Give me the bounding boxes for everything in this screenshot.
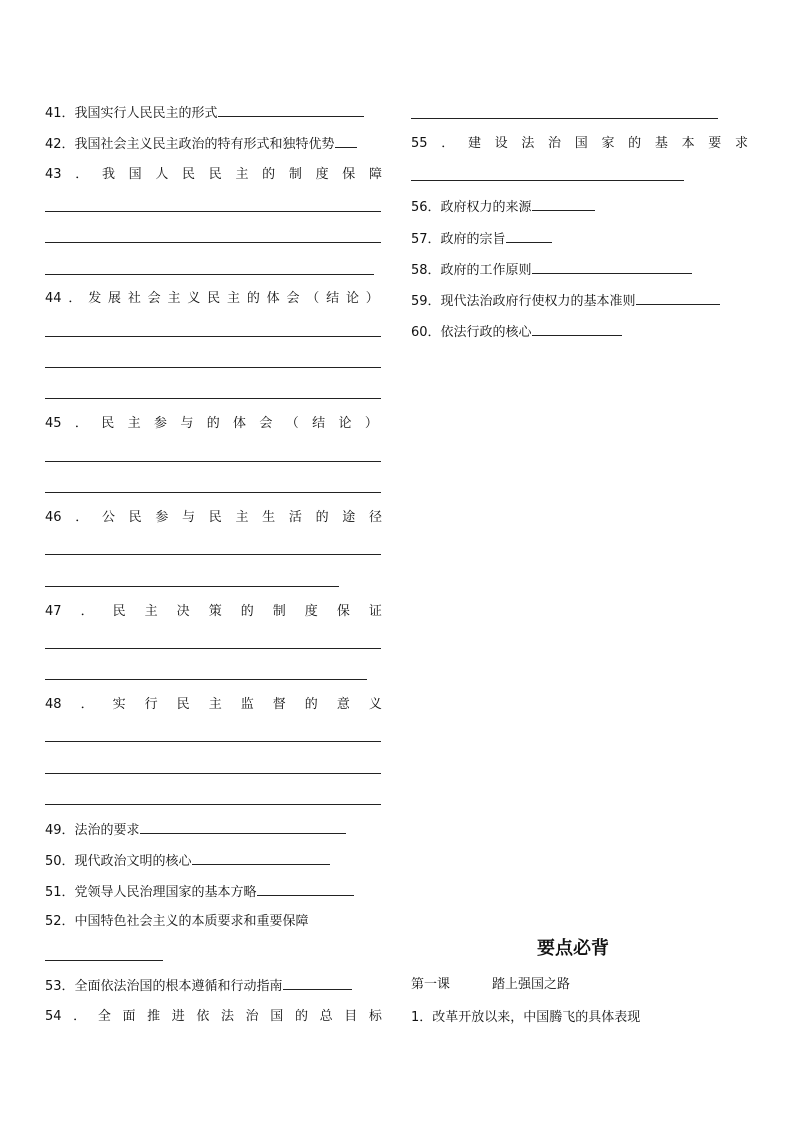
question-57: [411, 230, 552, 248]
q48-char: 监: [240, 697, 254, 712]
answer-line[interactable]: [45, 274, 374, 275]
q54-char: 国: [270, 1009, 284, 1024]
q48-char: 主: [208, 697, 222, 712]
question-52: [45, 914, 309, 930]
q45-char: 参: [153, 416, 167, 431]
q45-char: 主: [127, 416, 141, 431]
q46-char: 途: [342, 510, 356, 525]
q46-char: 46: [45, 510, 62, 525]
question-59-text: 59．现代法治政府行使权力的基本准则: [411, 294, 636, 309]
q44-char: 发: [88, 291, 102, 306]
q47-char: 制: [272, 604, 286, 619]
question-49: [45, 821, 346, 839]
q45-char: 结: [312, 416, 326, 431]
q43-char: 主: [235, 167, 249, 182]
q46-char: 公: [101, 510, 115, 525]
q47-char: 的: [240, 604, 254, 619]
answer-line[interactable]: [45, 586, 339, 587]
question-53-text: 53．全面依法治国的根本遵循和行动指南: [45, 979, 283, 994]
question-55: [411, 136, 748, 152]
question-41-text: 41．我国实行人民民主的形式: [45, 106, 218, 121]
q46-char: 参: [155, 510, 169, 525]
answer-blank[interactable]: [532, 198, 595, 211]
question-51: [45, 883, 354, 901]
q44-char: 展: [108, 291, 122, 306]
q46-char: 与: [182, 510, 196, 525]
answer-line[interactable]: [45, 679, 367, 680]
question-60: [411, 323, 622, 341]
q45-char: 45: [45, 416, 62, 431]
q54-char: 标: [368, 1009, 382, 1024]
q46-char: 民: [208, 510, 222, 525]
question-50-text: 50．现代政治文明的核心: [45, 854, 192, 869]
answer-line[interactable]: [45, 773, 381, 774]
q45-char: 体: [233, 416, 247, 431]
question-42-text: 42．我国社会主义民主政治的特有形式和独特优势: [45, 137, 335, 152]
q47-char: 民: [112, 604, 126, 619]
q44-char: 社: [127, 291, 141, 306]
q44-char: 的: [246, 291, 260, 306]
q44-char: 主: [226, 291, 240, 306]
q43-char: 的: [262, 167, 276, 182]
q46-char: 主: [235, 510, 249, 525]
q45-char: ）: [364, 416, 378, 431]
q43-char: 民: [182, 167, 196, 182]
q48-char: 实: [112, 697, 126, 712]
q54-char: 面: [122, 1009, 136, 1024]
q44-char: 44: [45, 291, 62, 306]
q43-char: 民: [208, 167, 222, 182]
answer-blank[interactable]: [636, 292, 720, 305]
question-45: [45, 416, 378, 432]
answer-blank[interactable]: [532, 323, 622, 336]
q45-char: 的: [206, 416, 220, 431]
q43-char: 度: [315, 167, 329, 182]
question-42: [45, 135, 357, 153]
q55-char: 设: [494, 136, 508, 151]
answer-line[interactable]: [45, 960, 163, 961]
lesson-title: 踏上强国之路: [492, 977, 571, 992]
question-41: [45, 104, 364, 122]
question-56-text: 56．政府权力的来源: [411, 200, 532, 215]
q55-char: 法: [521, 136, 535, 151]
q54-char: ．: [73, 1009, 87, 1024]
answer-blank[interactable]: [140, 821, 346, 834]
q43-char: 保: [342, 167, 356, 182]
q48-char: 行: [144, 697, 158, 712]
q44-char: ．: [68, 291, 82, 306]
answer-line[interactable]: [45, 492, 381, 493]
q43-char: 43: [45, 167, 62, 182]
q46-char: 生: [262, 510, 276, 525]
question-56: [411, 198, 595, 216]
q46-char: 活: [288, 510, 302, 525]
answer-line[interactable]: [45, 398, 381, 399]
q55-char: 的: [628, 136, 642, 151]
question-51-text: 51．党领导人民治理国家的基本方略: [45, 885, 257, 900]
q48-char: 义: [368, 697, 382, 712]
q48-char: 民: [176, 697, 190, 712]
q44-char: 民: [207, 291, 221, 306]
q47-char: 47: [45, 604, 62, 619]
answer-blank[interactable]: [283, 977, 352, 990]
question-60-text: 60．依法行政的核心: [411, 325, 532, 340]
q45-char: 论: [338, 416, 352, 431]
q54-char: 54: [45, 1009, 62, 1024]
q44-char: 主: [167, 291, 181, 306]
q54-char: 治: [245, 1009, 259, 1024]
q48-char: 意: [336, 697, 350, 712]
q47-char: 度: [304, 604, 318, 619]
question-43: [45, 167, 382, 183]
q43-char: ．: [75, 167, 89, 182]
q46-char: 的: [315, 510, 329, 525]
question-58-text: 58．政府的工作原则: [411, 263, 532, 278]
key-point-1: 1．改革开放以来，中国腾飞的具体表现: [411, 1010, 641, 1025]
question-52-text: 52．中国特色社会主义的本质要求和重要保障: [45, 914, 309, 929]
question-57-text: 57．政府的宗旨: [411, 232, 506, 247]
q47-char: 主: [144, 604, 158, 619]
question-58: [411, 261, 692, 279]
q47-char: 保: [336, 604, 350, 619]
answer-line[interactable]: [411, 180, 684, 181]
answer-line[interactable]: [45, 648, 381, 649]
question-59: [411, 292, 720, 310]
q45-char: 与: [180, 416, 194, 431]
question-44: [45, 291, 379, 307]
q54-char: 总: [319, 1009, 333, 1024]
q45-char: 民: [101, 416, 115, 431]
q55-char: 55: [411, 136, 428, 151]
q55-char: 基: [654, 136, 668, 151]
question-53: [45, 977, 352, 995]
answer-line[interactable]: [45, 336, 381, 337]
question-48: [45, 697, 382, 713]
q54-char: 法: [221, 1009, 235, 1024]
q43-char: 人: [155, 167, 169, 182]
section-title: 要点必背: [537, 938, 609, 959]
q43-char: 制: [288, 167, 302, 182]
q55-char: 本: [681, 136, 695, 151]
q47-char: 决: [176, 604, 190, 619]
q54-char: 进: [171, 1009, 185, 1024]
answer-line[interactable]: [45, 741, 381, 742]
q43-char: 我: [101, 167, 115, 182]
q47-char: 策: [208, 604, 222, 619]
q54-char: 的: [294, 1009, 308, 1024]
q55-char: 国: [574, 136, 588, 151]
q54-char: 全: [97, 1009, 111, 1024]
q46-char: 径: [368, 510, 382, 525]
q43-char: 国: [128, 167, 142, 182]
q43-char: 障: [368, 167, 382, 182]
q45-char: 会: [259, 416, 273, 431]
answer-line[interactable]: [45, 242, 381, 243]
answer-line[interactable]: [45, 367, 381, 368]
q44-char: ）: [365, 291, 379, 306]
q45-char: ．: [74, 416, 88, 431]
q48-char: 48: [45, 697, 62, 712]
q48-char: 督: [272, 697, 286, 712]
answer-line[interactable]: [45, 554, 381, 555]
q54-char: 目: [344, 1009, 358, 1024]
q54-char: 依: [196, 1009, 210, 1024]
answer-blank[interactable]: [506, 230, 552, 243]
q55-char: 家: [601, 136, 615, 151]
q44-char: 会: [286, 291, 300, 306]
q55-char: 治: [548, 136, 562, 151]
question-46: [45, 510, 382, 526]
q44-char: （: [306, 291, 320, 306]
question-54: [45, 1009, 382, 1025]
q48-char: ．: [80, 697, 94, 712]
q44-char: 会: [147, 291, 161, 306]
q46-char: ．: [75, 510, 89, 525]
q48-char: 的: [304, 697, 318, 712]
q44-char: 体: [266, 291, 280, 306]
q55-char: 求: [734, 136, 748, 151]
q47-char: 证: [368, 604, 382, 619]
q44-char: 义: [187, 291, 201, 306]
q55-char: ．: [441, 136, 455, 151]
answer-line[interactable]: [411, 118, 718, 119]
q55-char: 要: [708, 136, 722, 151]
answer-blank[interactable]: [335, 135, 357, 148]
q55-char: 建: [467, 136, 481, 151]
answer-blank[interactable]: [218, 104, 364, 117]
question-49-text: 49．法治的要求: [45, 823, 140, 838]
q44-char: 论: [345, 291, 359, 306]
lesson-label: 第一课: [411, 977, 451, 992]
answer-line[interactable]: [45, 804, 381, 805]
answer-blank[interactable]: [192, 852, 330, 865]
question-47: [45, 604, 382, 620]
q54-char: 推: [147, 1009, 161, 1024]
question-50: [45, 852, 330, 870]
answer-line[interactable]: [45, 461, 381, 462]
q47-char: ．: [80, 604, 94, 619]
lesson-heading: [411, 977, 570, 993]
q46-char: 民: [128, 510, 142, 525]
answer-line[interactable]: [45, 211, 381, 212]
answer-blank[interactable]: [532, 261, 692, 274]
answer-blank[interactable]: [257, 883, 354, 896]
q44-char: 结: [326, 291, 340, 306]
q45-char: （: [285, 416, 299, 431]
